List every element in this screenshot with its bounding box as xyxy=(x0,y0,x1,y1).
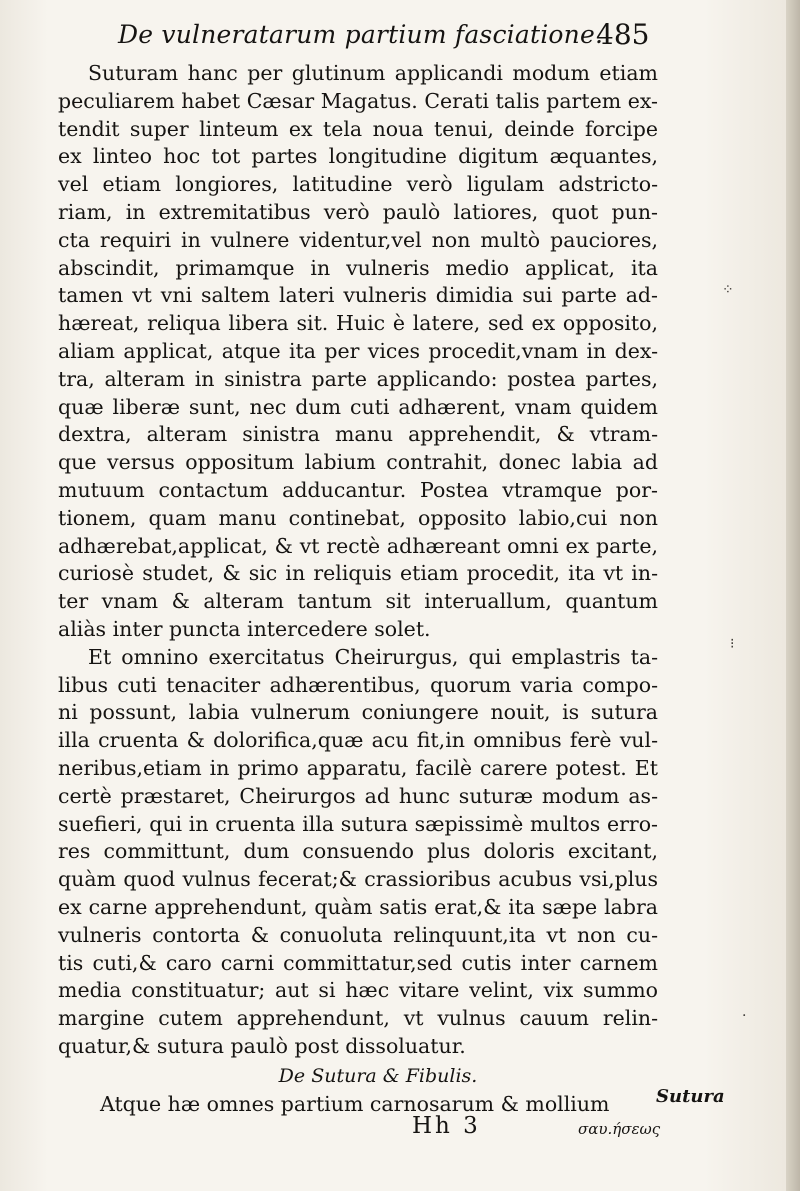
text-line: ex linteo hoc tot partes longitudine digitum æquantes, xyxy=(58,144,658,169)
text-line: peculiarem habet Cæsar Magatus. Cerati talis partem ex- xyxy=(58,88,658,113)
text-line: ex carne apprehendunt, quàm satis erat,& ita sæpe labra xyxy=(58,894,658,919)
text-line: riam, in extremitatibus verò paulò latiores, quot pun- xyxy=(58,199,658,224)
text-line: dextra, alteram sinistra manu apprehendit, & vtram- xyxy=(58,422,658,447)
text-line: curiosè studet, & sic in reliquis etiam procedit, ita vt in- xyxy=(58,561,658,586)
text-line: margine cutem apprehendunt, vt vulnus cauum relin- xyxy=(58,1006,658,1031)
text-line: adhærebat,applicat, & vt rectè adhæreant omni ex parte, xyxy=(58,533,658,558)
text-line: vulneris contorta & conuoluta relinquunt,ita vt non cu- xyxy=(58,922,658,947)
text-line: neribus,etiam in primo apparatu, facilè carere potest. Et xyxy=(58,755,658,780)
text-line: vel etiam longiores, latitudine verò ligulam adstricto- xyxy=(58,172,658,197)
text-line: abscindit, primamque in vulneris medio applicat, ita xyxy=(58,255,658,280)
margin-note: Sutura xyxy=(656,1086,725,1107)
body-text xyxy=(58,60,658,1118)
text-line: ni possunt, labia vulnerum coniungere nouit, is sutura xyxy=(58,700,658,725)
text-line: quæ liberæ sunt, nec dum cuti adhærent, vnam quidem xyxy=(58,394,658,419)
text-line: tendit super linteum ex tela noua tenui, deinde forcipe xyxy=(58,116,658,141)
text-line: tamen vt vni saltem lateri vulneris dimidia sui parte ad- xyxy=(58,283,658,308)
text-line: aliam applicat, atque ita per vices procedit,vnam in dex- xyxy=(58,338,658,363)
page-edge xyxy=(786,0,800,1191)
text-line: tis cuti,& caro carni committatur,sed cutis inter carnem xyxy=(58,950,658,975)
catchword: σαυ.ήσεως xyxy=(578,1120,661,1138)
text-line: quatur,& sutura paulò post dissoluatur. xyxy=(58,1033,466,1058)
text-line: libus cuti tenaciter adhærentibus, quorum varia compo- xyxy=(58,672,658,697)
text-line: Suturam hanc per glutinum applicandi modum etiam xyxy=(88,61,658,85)
text-line: media constituatur; aut si hæc vitare velint, vix summo xyxy=(58,978,658,1003)
text-line: que versus oppositum labium contrahit, donec labia ad xyxy=(58,450,658,475)
ink-blot: ⁝ xyxy=(730,636,735,652)
signature-mark: Hh 3 xyxy=(412,1113,481,1139)
text-line: cta requiri in vulnere videntur,vel non multò pauciores, xyxy=(58,227,658,252)
text-line: tionem, quam manu continebat, opposito labio,cui non xyxy=(58,505,658,530)
page-number: 485 xyxy=(596,18,650,51)
page-header xyxy=(118,20,678,60)
section-heading: De Sutura & Fibulis. xyxy=(278,1064,478,1087)
text-line: aliàs inter puncta intercedere solet. xyxy=(58,616,431,641)
text-line: tra, alteram in sinistra parte applicando: postea partes, xyxy=(58,366,658,391)
text-line: ter vnam & alteram tantum sit interuallum, quantum xyxy=(58,589,658,614)
text-line: illa cruenta & dolorifica,quæ acu fit,in omnibus ferè vul- xyxy=(58,728,658,753)
ink-blot: ⁘ xyxy=(722,282,734,298)
text-line: suefieri, qui in cruenta illa sutura sæpissimè multos erro- xyxy=(58,811,658,836)
text-line: certè præstaret, Cheirurgos ad hunc suturæ modum as- xyxy=(58,783,658,808)
ink-blot: · xyxy=(742,1008,747,1024)
text-line: mutuum contactum adducantur. Postea vtramque por- xyxy=(58,477,658,502)
text-line: Atque hæ omnes partium carnosarum & mollium xyxy=(100,1091,610,1116)
text-line: hæreat, reliqua libera sit. Huic è latere, sed ex opposito, xyxy=(58,311,658,336)
text-line: Et omnino exercitatus Cheirurgus, qui emplastris ta- xyxy=(88,644,658,669)
text-line: res committunt, dum consuendo plus doloris excitant, xyxy=(58,839,658,864)
running-head: De vulneratarum partium fasciatione. xyxy=(118,20,604,49)
text-line: quàm quod vulnus fecerat;& crassioribus acubus vsi,plus xyxy=(58,867,658,892)
